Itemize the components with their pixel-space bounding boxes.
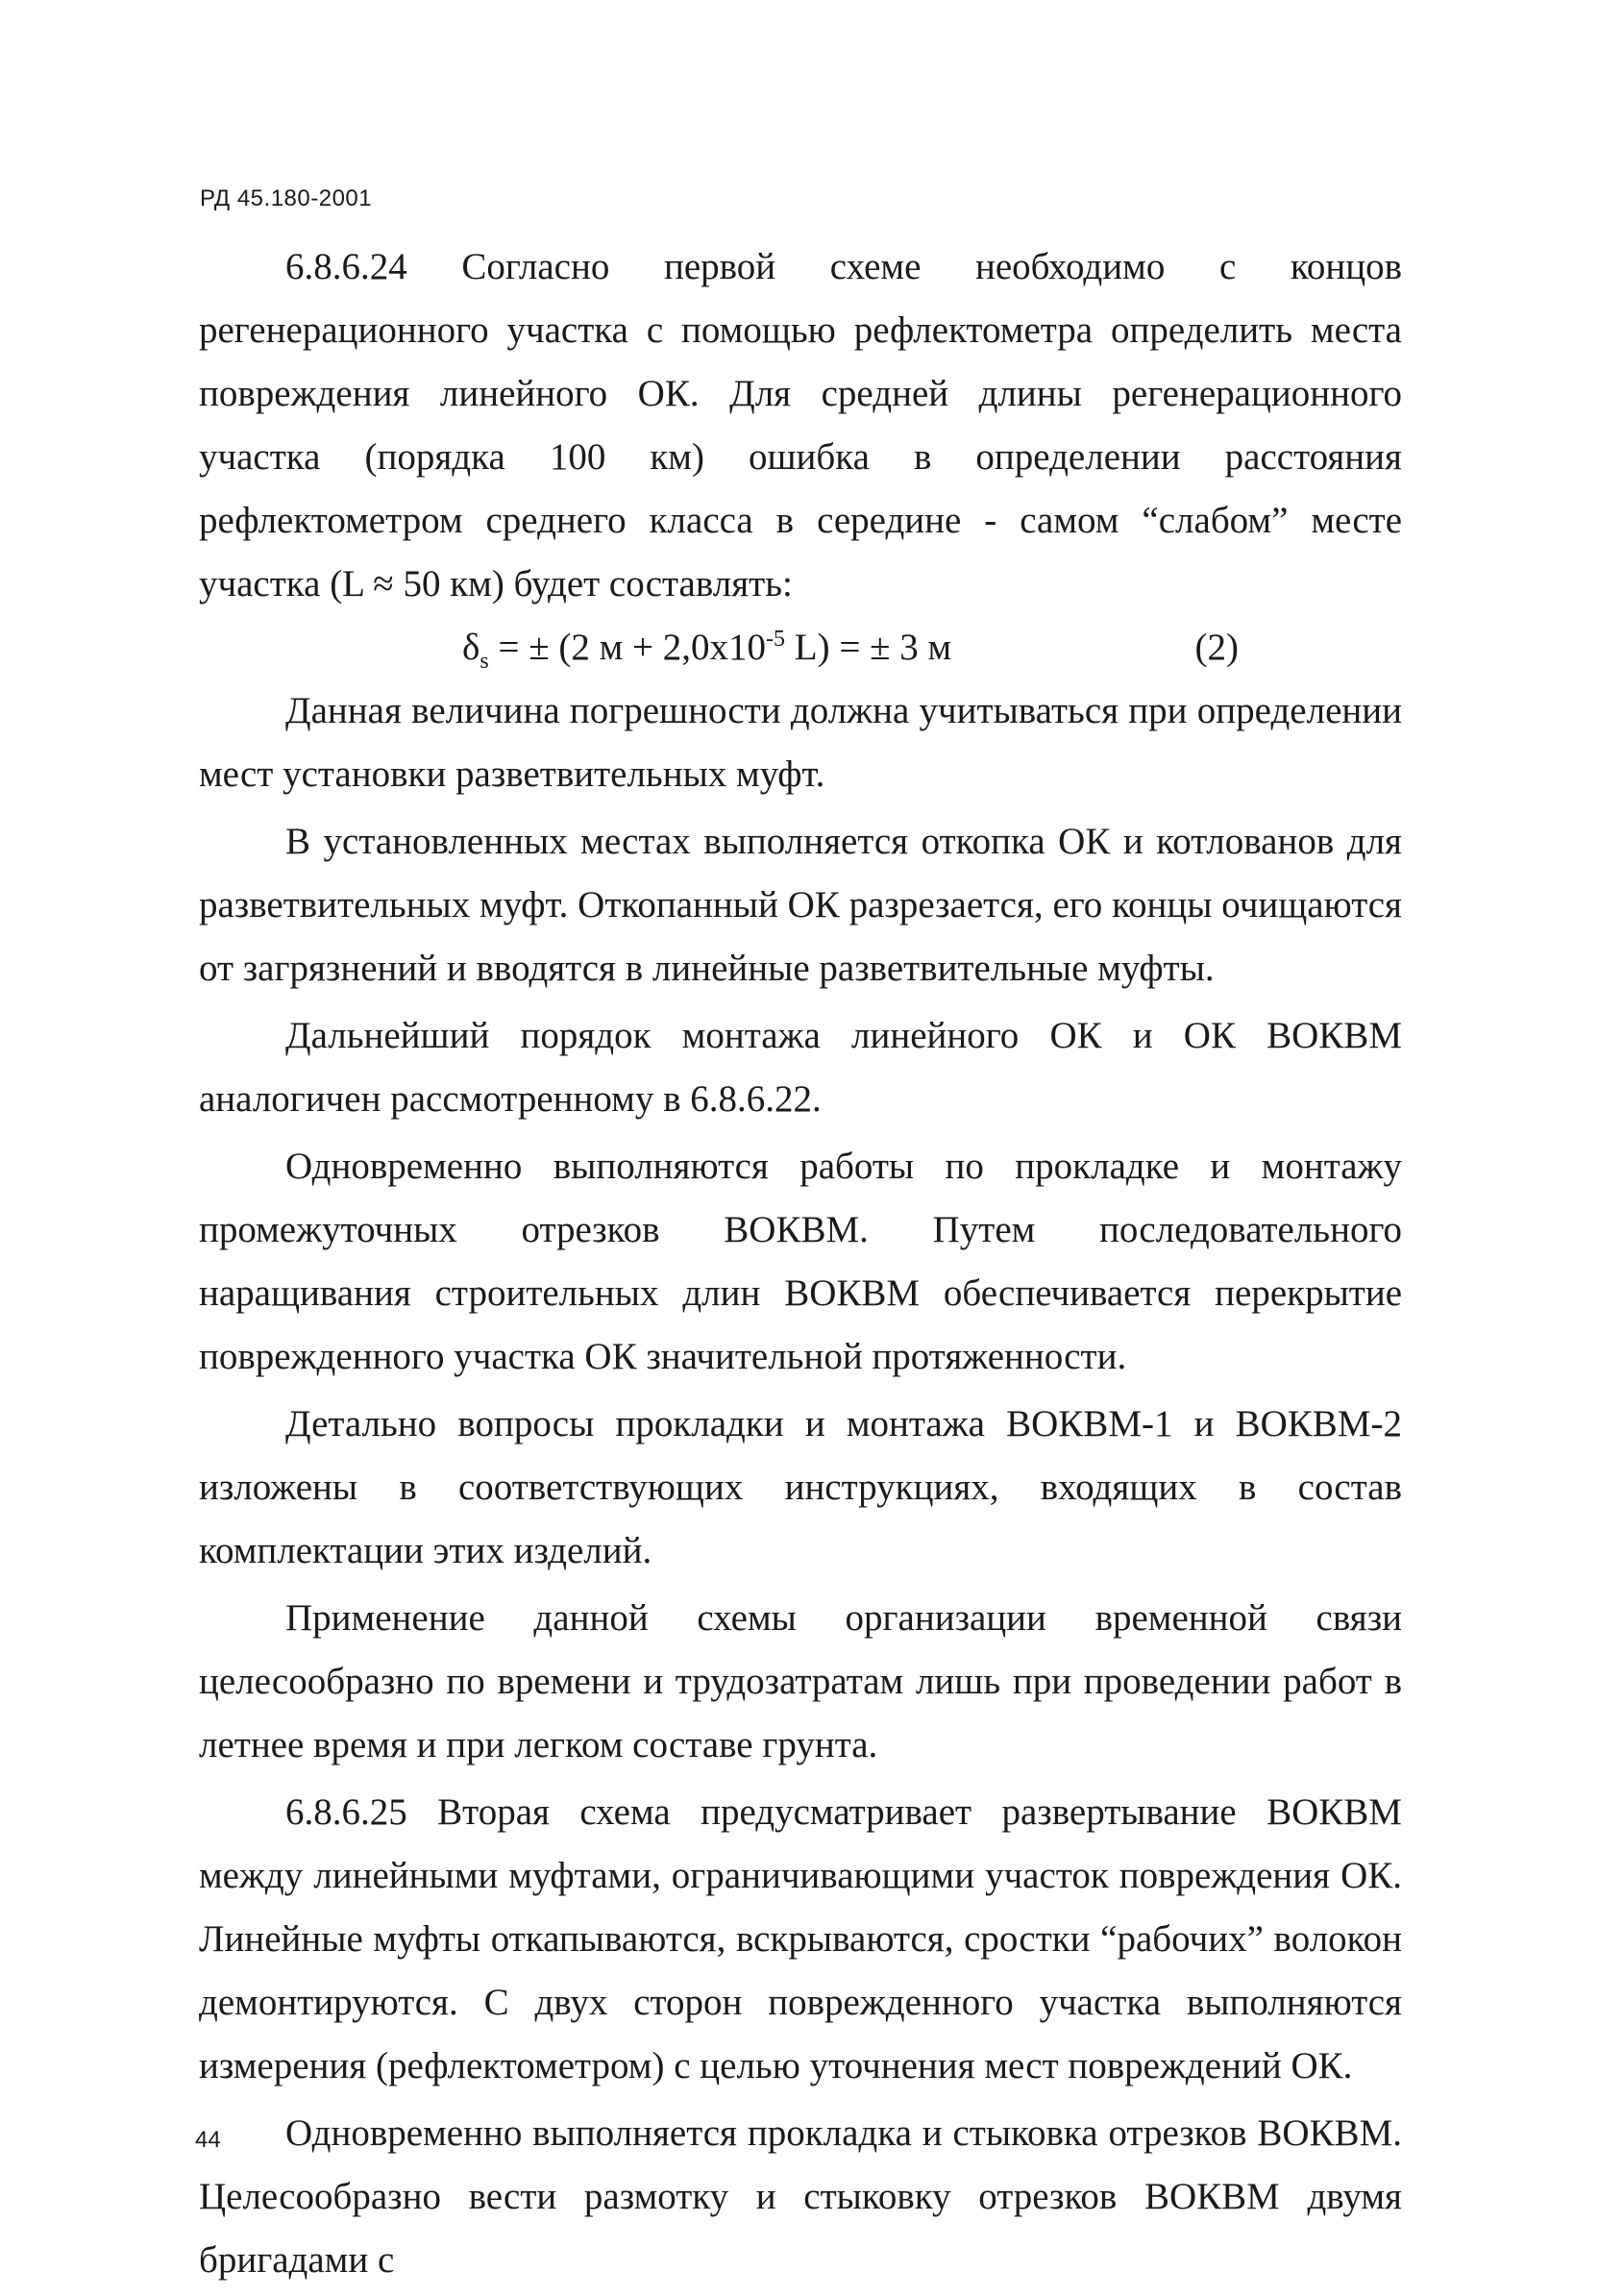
formula-expression (462, 616, 951, 679)
page-number: 44 (195, 2127, 221, 2153)
paragraph-simultaneous-laying: Одновременно выполняются работы по прокладке и монтажу промежуточных отрезков ВОКВМ. Путем последовательного наращивания строительных длин ВОКВМ обеспечивается перекрытие поврежденного участка ОК значительной протяженности. (199, 1146, 1402, 1377)
body-text (199, 235, 1402, 2292)
paragraph-excavation: В установленных местах выполняется откопка ОК и котлованов для разветвительных муфт. Откопанный ОК разрезается, его концы очищаются от загрязнений и вводятся в линейные разветвительные муфты. (199, 821, 1402, 989)
formula-number: (2) (1194, 627, 1239, 668)
formula-rhs: L) = ± 3 м (785, 627, 952, 668)
paragraph-simultaneous-joining: Одновременно выполняется прокладка и стыковка отрезков ВОКВМ. Целесообразно вести размотку и стыковку отрезков ВОКВМ двумя бригадами с (199, 2112, 1402, 2281)
paragraph-6-8-6-25: 6.8.6.25 Вторая схема предусматривает развертывание ВОКВМ между линейными муфтами, ограничивающими участок повреждения ОК. Линейные муфты откапываются, вскрываются, сростки “рабочих” волокон демонтируются. С двух сторон поврежденного участка выполняются измерения (рефлектометром) с целью уточнения мест повреждений ОК. (199, 1791, 1402, 2086)
paragraph-6-8-6-24: 6.8.6.24 Согласно первой схеме необходимо с концов регенерационного участка с помощью рефлектометра определить места повреждения линейного ОК. Для средней длины регенерационного участка (порядка 100 км) ошибка в определении расстояния рефлектометром среднего класса в середине - самом “слабом” месте участка (L ≈ 50 км) будет составлять: (199, 246, 1402, 605)
paragraph-further-installation: Дальнейший порядок монтажа линейного ОК и ОК ВОКВМ аналогичен рассмотренному в 6.8.6.22. (199, 1015, 1402, 1120)
document-code-header: РД 45.180-2001 (200, 185, 373, 211)
formula-exponent: -5 (766, 627, 786, 652)
formula-middle: = ± (2 м + 2,0x10 (488, 627, 767, 668)
formula-2 (199, 616, 1402, 679)
formula-lhs-subscript: s (479, 648, 489, 674)
paragraph-instructions: Детально вопросы прокладки и монтажа ВОКВМ-1 и ВОКВМ-2 изложены в соответствующих инструкциях, входящих в состав комплектации этих изделий. (199, 1403, 1402, 1571)
paragraph-application: Применение данной схемы организации временной связи целесообразно по времени и трудозатратам лишь при проведении работ в летнее время и при легком составе грунта. (199, 1597, 1402, 1765)
paragraph-error-note: Данная величина погрешности должна учитываться при определении мест установки разветвительных муфт. (199, 690, 1402, 795)
formula-lhs: δ (462, 627, 480, 668)
